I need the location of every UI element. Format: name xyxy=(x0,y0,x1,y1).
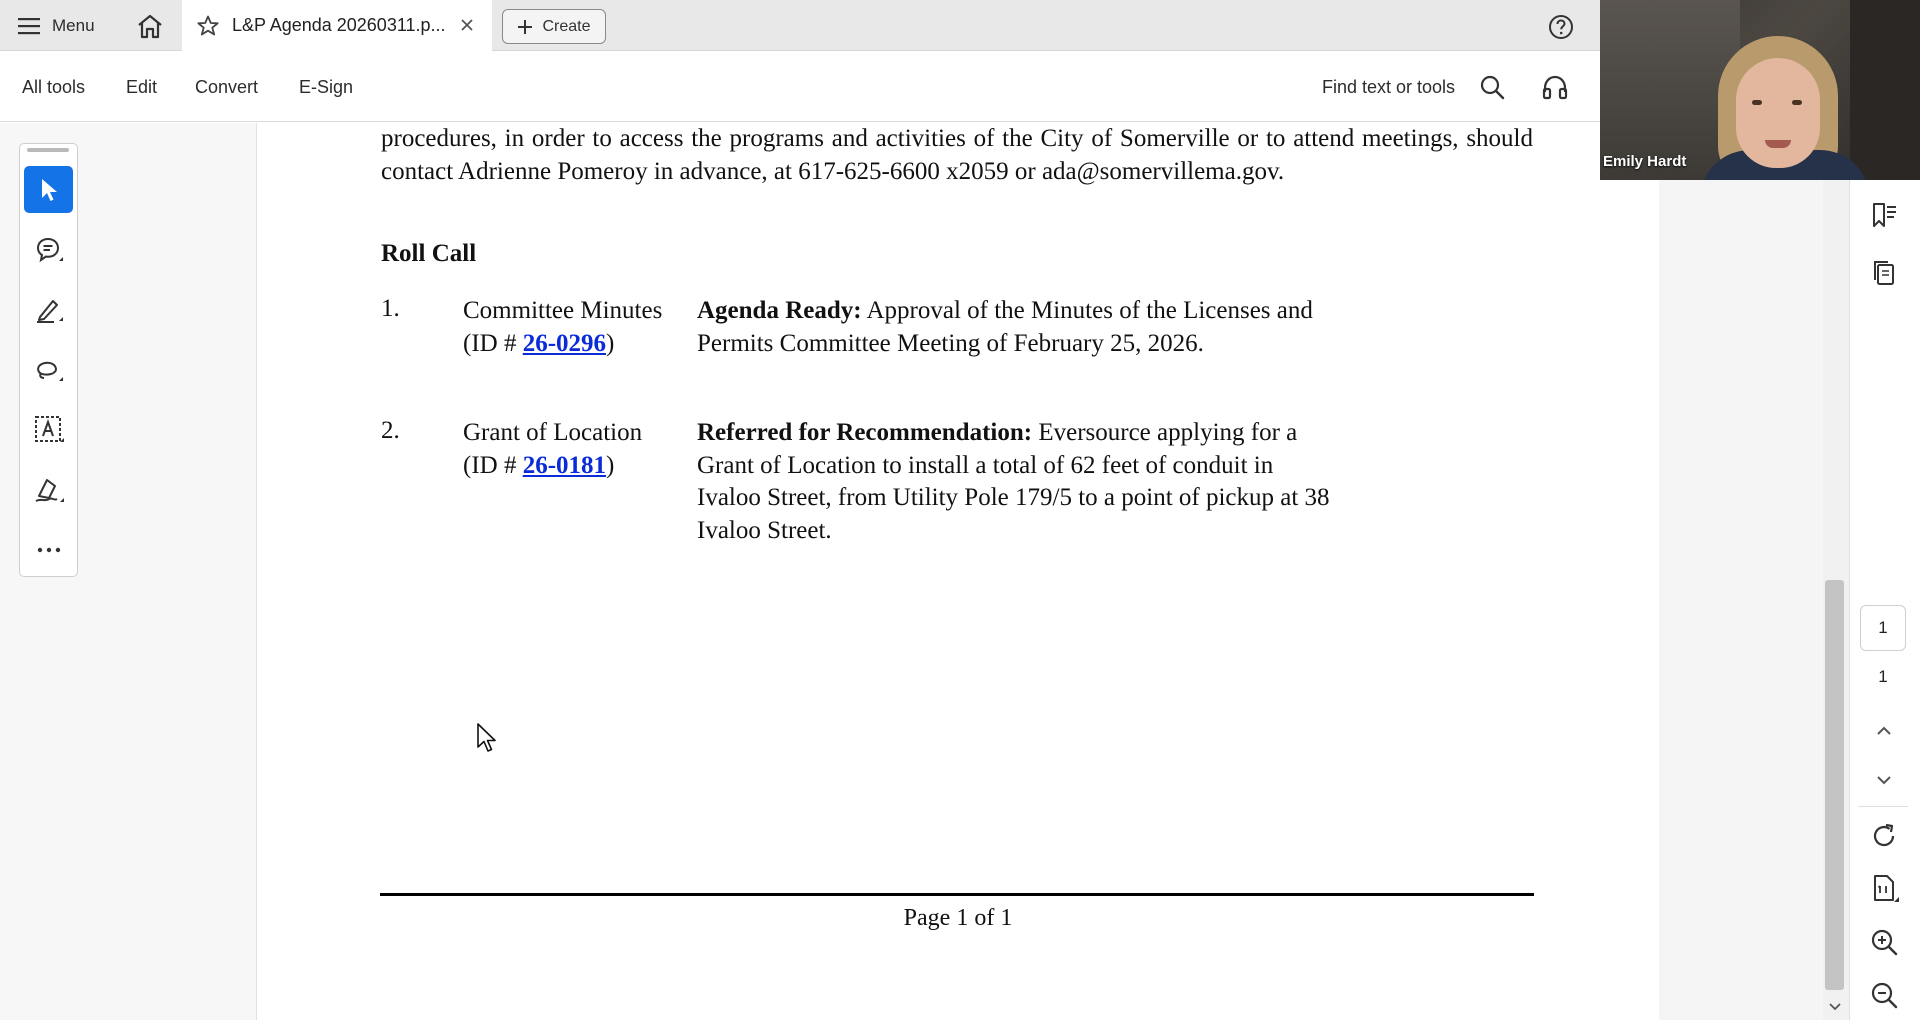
item-id-suffix: ) xyxy=(606,329,615,357)
total-pages: 1 xyxy=(1878,667,1888,686)
document-tab[interactable] xyxy=(182,0,492,51)
participant-mouth xyxy=(1765,140,1791,148)
select-tool-button[interactable] xyxy=(24,166,73,213)
current-page-input[interactable]: 1 xyxy=(1860,605,1906,651)
participant-eye xyxy=(1752,100,1762,105)
item-label xyxy=(463,417,673,482)
item-id-prefix: (ID # xyxy=(463,329,523,357)
hamburger-icon xyxy=(18,17,40,35)
home-icon xyxy=(136,13,164,39)
item-number: 2. xyxy=(381,417,400,444)
draw-tool-button[interactable] xyxy=(24,346,73,393)
participant-face xyxy=(1736,58,1820,168)
tab-close-button[interactable] xyxy=(456,14,478,36)
participant-eye xyxy=(1792,100,1802,105)
comment-icon xyxy=(34,235,64,265)
star-icon[interactable] xyxy=(196,14,220,38)
pdf-page xyxy=(257,123,1659,1020)
search-icon[interactable] xyxy=(1478,73,1506,101)
tab-bar xyxy=(0,0,1600,51)
right-gutter xyxy=(1659,180,1824,1020)
text-box-tool-button[interactable] xyxy=(24,406,73,453)
item-status: Agenda Ready: xyxy=(697,297,862,324)
bookmarks-button[interactable] xyxy=(1866,197,1902,233)
sign-tool-button[interactable] xyxy=(24,466,73,513)
quick-tools-rail xyxy=(19,143,78,577)
item-text: Approval of the Minutes of the Licenses and Permits Committee Meeting of February 25, 2026. xyxy=(697,297,1313,357)
text-box-icon xyxy=(33,414,65,446)
pen-icon xyxy=(34,295,64,325)
item-title: Grant of Location xyxy=(463,419,643,446)
next-page-button[interactable] xyxy=(1866,762,1902,798)
zoom-in-button[interactable] xyxy=(1866,924,1902,960)
create-label: Create xyxy=(542,17,591,35)
page-footer: Page 1 of 1 xyxy=(903,905,1013,931)
toolbar-all-tools[interactable]: All tools xyxy=(22,77,86,97)
item-title: Committee Minutes xyxy=(463,297,663,324)
participant-name: Emily Hardt xyxy=(1603,153,1687,170)
main-toolbar xyxy=(0,51,1600,122)
right-rail-divider xyxy=(1858,806,1908,807)
pages-icon xyxy=(1869,258,1899,288)
zoom-out-icon xyxy=(1869,980,1899,1010)
item-status: Referred for Recommendation: xyxy=(697,419,1033,446)
find-text-button[interactable]: Find text or tools xyxy=(1322,77,1456,97)
menu-button[interactable] xyxy=(18,12,95,40)
tab-title: L&P Agenda 20260311.p... xyxy=(232,15,446,35)
more-icon xyxy=(37,547,61,553)
item-text: Eversource applying for a Grant of Location to install a total of 62 feet of conduit in Ivaloo Street, from Utility Pole 179/5 to a point of pickup at 38 Ivaloo Street. xyxy=(697,419,1330,544)
toolbar-e-sign[interactable]: E-Sign xyxy=(299,77,354,97)
close-icon xyxy=(460,18,474,32)
toolbar-edit[interactable]: Edit xyxy=(126,77,158,97)
highlight-tool-button[interactable] xyxy=(24,286,73,333)
plus-icon xyxy=(517,19,533,35)
fit-page-button[interactable] xyxy=(1866,871,1902,907)
help-icon[interactable] xyxy=(1547,13,1575,41)
menu-label: Menu xyxy=(52,16,95,35)
zoom-out-button[interactable] xyxy=(1866,977,1902,1013)
pages-button[interactable] xyxy=(1866,255,1902,291)
footer-rule xyxy=(380,893,1534,896)
rail-grip[interactable] xyxy=(27,148,69,152)
item-description xyxy=(697,417,1337,547)
lasso-icon xyxy=(34,355,64,385)
chevron-up-icon xyxy=(1874,721,1894,741)
document-viewport[interactable] xyxy=(257,123,1659,1020)
comment-tool-button[interactable] xyxy=(24,226,73,273)
fit-page-icon xyxy=(1868,873,1900,905)
scrollbar-thumb[interactable] xyxy=(1825,580,1844,990)
item-id-prefix: (ID # xyxy=(463,451,523,479)
item-label xyxy=(463,295,673,360)
rotate-icon xyxy=(1869,821,1899,851)
zoom-in-icon xyxy=(1869,927,1899,957)
create-button[interactable] xyxy=(502,9,606,44)
item-id-link[interactable]: 26-0296 xyxy=(522,329,607,357)
chevron-down-icon xyxy=(1874,770,1894,790)
pointer-icon xyxy=(38,177,60,203)
video-background-door xyxy=(1850,0,1920,180)
roll-call-heading: Roll Call xyxy=(381,240,477,267)
signature-pen-icon xyxy=(33,474,65,506)
more-tools-button[interactable] xyxy=(24,526,73,573)
previous-page-button[interactable] xyxy=(1866,713,1902,749)
bookmark-icon xyxy=(1869,200,1899,230)
item-id-suffix: ) xyxy=(606,451,615,479)
toolbar-convert[interactable]: Convert xyxy=(195,77,259,97)
rotate-button[interactable] xyxy=(1866,818,1902,854)
headphones-icon[interactable] xyxy=(1541,73,1569,101)
mouse-cursor-icon xyxy=(476,722,498,754)
item-number: 1. xyxy=(381,295,400,322)
item-id-link[interactable]: 26-0181 xyxy=(522,451,607,479)
scroll-down-arrow-icon[interactable] xyxy=(1826,997,1844,1015)
home-button[interactable] xyxy=(135,12,165,40)
item-description xyxy=(697,295,1337,360)
intro-paragraph: procedures, in order to access the programs and activities of the City of Somerville or to attend meetings, should contact Adrienne Pomeroy in advance, at 617-625-6600 x2059 or ada@somervillema.gov. xyxy=(381,125,1533,185)
